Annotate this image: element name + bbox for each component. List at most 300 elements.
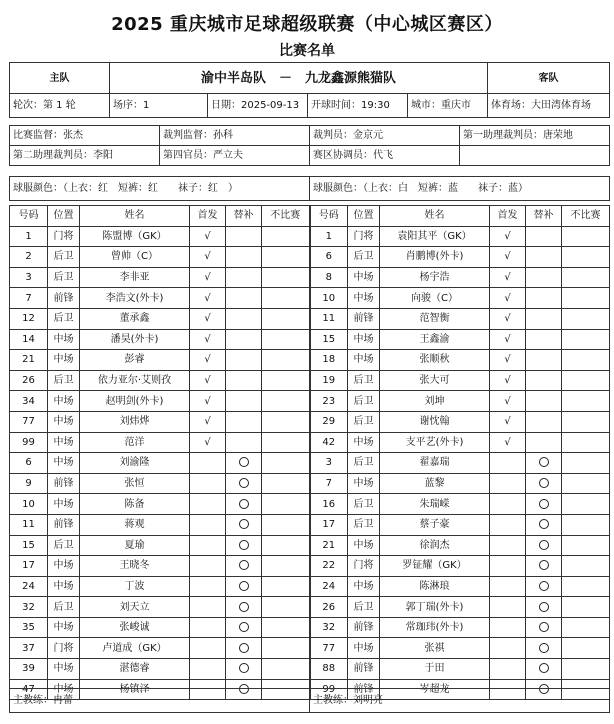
- player-position: 前锋: [348, 659, 380, 680]
- player-number: 1: [10, 226, 48, 247]
- starter-cell: [490, 535, 526, 556]
- not-playing-cell: [562, 556, 610, 577]
- not-playing-cell: [262, 576, 310, 597]
- roster-row: [10, 638, 610, 659]
- starter-check: √: [490, 247, 526, 268]
- not-playing-cell: [562, 453, 610, 474]
- player-name: 刘坤: [380, 391, 490, 412]
- player-name: 陈盟博（GK）: [80, 226, 190, 247]
- player-number: 22: [310, 556, 348, 577]
- player-number: 10: [10, 494, 48, 515]
- match-date: 日期：2025-09-13: [208, 94, 308, 118]
- substitute-circle-icon: [539, 560, 549, 570]
- player-name: 张顺秋: [380, 350, 490, 371]
- player-position: 后卫: [48, 267, 80, 288]
- home-label: 主队: [10, 63, 110, 94]
- substitute-cell: [526, 576, 562, 597]
- player-name: 于田: [380, 659, 490, 680]
- officials-table: [9, 125, 610, 166]
- substitute-cell: [526, 514, 562, 535]
- substitute-cell: [226, 659, 262, 680]
- substitute-circle-icon: [239, 602, 249, 612]
- starter-cell: [190, 659, 226, 680]
- substitute-circle-icon: [239, 519, 249, 529]
- not-playing-cell: [562, 617, 610, 638]
- substitute-cell: [526, 617, 562, 638]
- not-playing-cell: [262, 247, 310, 268]
- substitute-cell: [226, 473, 262, 494]
- not-playing-cell: [262, 617, 310, 638]
- player-position: 中场: [48, 679, 80, 700]
- player-name: 王鑫渝: [380, 329, 490, 350]
- player-number: 39: [10, 659, 48, 680]
- roster-row: [10, 556, 610, 577]
- player-name: 肖鹏博(外卡): [380, 247, 490, 268]
- player-position: 中场: [48, 350, 80, 371]
- player-position: 中场: [348, 288, 380, 309]
- starter-check: √: [490, 350, 526, 371]
- player-number: 21: [10, 350, 48, 371]
- player-number: 35: [10, 617, 48, 638]
- substitute-circle-icon: [239, 499, 249, 509]
- substitute-cell: [526, 308, 562, 329]
- player-number: 32: [310, 617, 348, 638]
- player-name: 杨宇浩: [380, 267, 490, 288]
- not-playing-cell: [562, 514, 610, 535]
- venue: 体育场：大田湾体育场: [488, 94, 610, 118]
- home-head-coach: 主教练：冉蕾: [10, 689, 310, 713]
- substitute-cell: [526, 226, 562, 247]
- player-position: 前锋: [348, 679, 380, 700]
- player-name: 蒋观: [80, 514, 190, 535]
- substitute-circle-icon: [239, 560, 249, 570]
- fourth-official: 第四官员：严立夫: [160, 146, 310, 166]
- substitute-cell: [226, 432, 262, 453]
- page-title: 2025 重庆城市足球超级联赛（中心城区赛区）: [111, 14, 503, 35]
- assistant-referee-2: 第二助理裁判员：李阳: [10, 146, 160, 166]
- starter-check: √: [190, 350, 226, 371]
- player-number: 15: [310, 329, 348, 350]
- starter-cell: [490, 473, 526, 494]
- not-playing-cell: [262, 514, 310, 535]
- substitute-circle-icon: [539, 519, 549, 529]
- player-number: 7: [310, 473, 348, 494]
- player-name: 彭睿: [80, 350, 190, 371]
- player-number: 9: [10, 473, 48, 494]
- roster-table: [9, 205, 610, 700]
- player-name: 袁阳其平（GK）: [380, 226, 490, 247]
- player-name: 谢忱翰: [380, 411, 490, 432]
- substitute-cell: [226, 453, 262, 474]
- player-name: 张大可: [380, 370, 490, 391]
- not-playing-cell: [562, 597, 610, 618]
- starter-check: √: [490, 432, 526, 453]
- substitute-cell: [526, 411, 562, 432]
- substitute-circle-icon: [239, 663, 249, 673]
- away-head-coach: 主教练：刘明亮: [310, 689, 610, 713]
- substitute-cell: [526, 432, 562, 453]
- not-playing-cell: [562, 432, 610, 453]
- not-playing-cell: [262, 370, 310, 391]
- substitute-circle-icon: [539, 457, 549, 467]
- player-name: 支平艺(外卡): [380, 432, 490, 453]
- not-playing-cell: [562, 659, 610, 680]
- player-number: 99: [10, 432, 48, 453]
- player-name: 卢道成（GK）: [80, 638, 190, 659]
- roster-row: [10, 453, 610, 474]
- not-playing-cell: [262, 556, 310, 577]
- not-playing-cell: [562, 308, 610, 329]
- substitute-cell: [226, 329, 262, 350]
- player-name: 赵明剑(外卡): [80, 391, 190, 412]
- substitute-cell: [226, 514, 262, 535]
- substitute-cell: [226, 267, 262, 288]
- player-number: 10: [310, 288, 348, 309]
- player-number: 21: [310, 535, 348, 556]
- player-name: 李非亚: [80, 267, 190, 288]
- player-position: 中场: [348, 638, 380, 659]
- substitute-cell: [526, 597, 562, 618]
- roster-row: [10, 329, 610, 350]
- substitute-circle-icon: [239, 478, 249, 488]
- player-number: 24: [310, 576, 348, 597]
- starter-check: √: [490, 267, 526, 288]
- col-number-away: 号码: [310, 206, 348, 227]
- substitute-cell: [226, 247, 262, 268]
- player-name: 陈备: [80, 494, 190, 515]
- player-name: 张峻诚: [80, 617, 190, 638]
- match-supervisor: 比赛监督：张杰: [10, 126, 160, 146]
- roster-row: [10, 350, 610, 371]
- assistant-referee-1: 第一助理裁判员：唐荣地: [460, 126, 610, 146]
- roster-row: [10, 597, 610, 618]
- player-number: 7: [10, 288, 48, 309]
- player-number: 3: [310, 453, 348, 474]
- player-position: 中场: [348, 267, 380, 288]
- player-position: 中场: [348, 576, 380, 597]
- away-kit-colors: 球服颜色：（上衣：白 短裤：蓝 袜子：蓝）: [310, 177, 610, 201]
- starter-check: √: [190, 432, 226, 453]
- starter-cell: [190, 576, 226, 597]
- starter-check: √: [490, 288, 526, 309]
- not-playing-cell: [262, 659, 310, 680]
- roster-row: [10, 473, 610, 494]
- starter-check: √: [490, 370, 526, 391]
- player-name: 罗钲耀（GK）: [380, 556, 490, 577]
- player-number: 23: [310, 391, 348, 412]
- starter-cell: [190, 638, 226, 659]
- substitute-cell: [226, 535, 262, 556]
- col-starter-away: 首发: [490, 206, 526, 227]
- player-name: 蓝黎: [380, 473, 490, 494]
- player-position: 中场: [48, 494, 80, 515]
- roster-row: [10, 411, 610, 432]
- player-number: 18: [310, 350, 348, 371]
- substitute-cell: [226, 576, 262, 597]
- roster-row: [10, 288, 610, 309]
- city: 城市：重庆市: [408, 94, 488, 118]
- col-dnp-home: 不比赛: [262, 206, 310, 227]
- player-name: 翟嘉瑞: [380, 453, 490, 474]
- player-name: 刘渝隆: [80, 453, 190, 474]
- roster-row: [10, 432, 610, 453]
- roster-row: [10, 617, 610, 638]
- player-number: 34: [10, 391, 48, 412]
- starter-cell: [190, 535, 226, 556]
- not-playing-cell: [262, 597, 310, 618]
- substitute-cell: [526, 329, 562, 350]
- player-name: 曾帅（C）: [80, 247, 190, 268]
- substitute-circle-icon: [539, 602, 549, 612]
- not-playing-cell: [562, 638, 610, 659]
- player-position: 前锋: [348, 308, 380, 329]
- not-playing-cell: [562, 350, 610, 371]
- player-position: 前锋: [48, 514, 80, 535]
- substitute-cell: [526, 659, 562, 680]
- starter-cell: [190, 453, 226, 474]
- starter-check: √: [190, 411, 226, 432]
- substitute-cell: [526, 267, 562, 288]
- match-number: 场序：1: [110, 94, 208, 118]
- player-number: 3: [10, 267, 48, 288]
- player-position: 前锋: [48, 473, 80, 494]
- player-name: 徐润杰: [380, 535, 490, 556]
- substitute-cell: [526, 391, 562, 412]
- substitute-cell: [226, 494, 262, 515]
- substitute-cell: [226, 350, 262, 371]
- match-header-table: [9, 62, 610, 118]
- substitute-cell: [226, 370, 262, 391]
- player-number: 11: [310, 308, 348, 329]
- roster-row: [10, 391, 610, 412]
- roster-row: [10, 494, 610, 515]
- referee: 裁判员：金京元: [310, 126, 460, 146]
- home-kit-colors: 球服颜色：（上衣：红 短裤：红 袜子：红 ）: [10, 177, 310, 201]
- substitute-circle-icon: [539, 478, 549, 488]
- player-position: 后卫: [348, 247, 380, 268]
- player-name: 依力亚尔·艾则孜: [80, 370, 190, 391]
- col-position-away: 位置: [348, 206, 380, 227]
- substitute-circle-icon: [539, 643, 549, 653]
- referee-supervisor: 裁判监督：孙科: [160, 126, 310, 146]
- player-number: 6: [310, 247, 348, 268]
- not-playing-cell: [262, 432, 310, 453]
- venue-coordinator: 赛区协调员：代飞: [310, 146, 460, 166]
- player-name: 王晓冬: [80, 556, 190, 577]
- substitute-cell: [226, 288, 262, 309]
- kit-colors-table: [9, 176, 610, 201]
- player-position: 中场: [48, 411, 80, 432]
- not-playing-cell: [562, 576, 610, 597]
- substitute-cell: [526, 494, 562, 515]
- kickoff-time: 开球时间：19:30: [308, 94, 408, 118]
- player-position: 后卫: [348, 391, 380, 412]
- substitute-cell: [526, 453, 562, 474]
- not-playing-cell: [262, 535, 310, 556]
- roster-row: [10, 247, 610, 268]
- player-name: 杨镇泽: [80, 679, 190, 700]
- roster-row: [10, 535, 610, 556]
- not-playing-cell: [562, 411, 610, 432]
- player-number: 6: [10, 453, 48, 474]
- player-position: 中场: [48, 576, 80, 597]
- starter-cell: [190, 556, 226, 577]
- player-name: 常珈玮(外卡): [380, 617, 490, 638]
- player-position: 中场: [348, 535, 380, 556]
- starter-cell: [190, 494, 226, 515]
- player-name: 刘炜烨: [80, 411, 190, 432]
- starter-cell: [190, 617, 226, 638]
- player-position: 后卫: [348, 453, 380, 474]
- player-number: 99: [310, 679, 348, 700]
- substitute-cell: [226, 411, 262, 432]
- player-name: 夏瑜: [80, 535, 190, 556]
- player-number: 47: [10, 679, 48, 700]
- player-position: 门将: [48, 638, 80, 659]
- starter-cell: [490, 576, 526, 597]
- col-position-home: 位置: [48, 206, 80, 227]
- starter-check: √: [190, 370, 226, 391]
- player-number: 16: [310, 494, 348, 515]
- substitute-cell: [526, 638, 562, 659]
- starter-check: √: [490, 329, 526, 350]
- player-position: 后卫: [48, 535, 80, 556]
- player-position: 前锋: [48, 288, 80, 309]
- player-number: 77: [310, 638, 348, 659]
- starter-check: √: [190, 391, 226, 412]
- player-position: 后卫: [348, 597, 380, 618]
- col-sub-home: 替补: [226, 206, 262, 227]
- substitute-cell: [226, 226, 262, 247]
- starter-cell: [490, 597, 526, 618]
- starter-cell: [490, 494, 526, 515]
- col-dnp-away: 不比赛: [562, 206, 610, 227]
- substitute-circle-icon: [539, 622, 549, 632]
- player-number: 24: [10, 576, 48, 597]
- not-playing-cell: [562, 247, 610, 268]
- substitute-circle-icon: [539, 581, 549, 591]
- not-playing-cell: [262, 226, 310, 247]
- away-label: 客队: [488, 63, 610, 94]
- substitute-circle-icon: [239, 643, 249, 653]
- player-name: 湛德睿: [80, 659, 190, 680]
- starter-cell: [190, 473, 226, 494]
- substitute-circle-icon: [539, 663, 549, 673]
- player-position: 中场: [48, 659, 80, 680]
- player-position: 后卫: [348, 370, 380, 391]
- coaches-table: [9, 688, 610, 713]
- starter-check: √: [190, 267, 226, 288]
- not-playing-cell: [562, 391, 610, 412]
- substitute-circle-icon: [239, 457, 249, 467]
- substitute-cell: [226, 597, 262, 618]
- substitute-cell: [226, 617, 262, 638]
- player-number: 26: [310, 597, 348, 618]
- player-position: 门将: [48, 226, 80, 247]
- player-position: 中场: [48, 329, 80, 350]
- substitute-circle-icon: [539, 499, 549, 509]
- substitute-circle-icon: [239, 581, 249, 591]
- starter-cell: [190, 514, 226, 535]
- player-position: 中场: [348, 329, 380, 350]
- starter-check: √: [490, 308, 526, 329]
- not-playing-cell: [562, 329, 610, 350]
- not-playing-cell: [262, 329, 310, 350]
- player-number: 17: [10, 556, 48, 577]
- roster-row: [10, 576, 610, 597]
- not-playing-cell: [262, 288, 310, 309]
- substitute-cell: [526, 535, 562, 556]
- player-name: 丁波: [80, 576, 190, 597]
- substitute-cell: [226, 638, 262, 659]
- not-playing-cell: [262, 638, 310, 659]
- col-name-away: 姓名: [380, 206, 490, 227]
- substitute-cell: [526, 370, 562, 391]
- starter-check: √: [190, 308, 226, 329]
- substitute-circle-icon: [239, 622, 249, 632]
- player-position: 中场: [48, 453, 80, 474]
- player-position: 后卫: [348, 514, 380, 535]
- not-playing-cell: [262, 391, 310, 412]
- starter-check: √: [490, 226, 526, 247]
- player-name: 范洋: [80, 432, 190, 453]
- player-name: 向骏（C）: [380, 288, 490, 309]
- player-position: 中场: [48, 556, 80, 577]
- player-position: 后卫: [48, 247, 80, 268]
- starter-cell: [190, 597, 226, 618]
- player-number: 42: [310, 432, 348, 453]
- substitute-cell: [526, 473, 562, 494]
- player-name: 董承鑫: [80, 308, 190, 329]
- player-number: 17: [310, 514, 348, 535]
- not-playing-cell: [562, 535, 610, 556]
- not-playing-cell: [562, 226, 610, 247]
- not-playing-cell: [262, 411, 310, 432]
- player-number: 2: [10, 247, 48, 268]
- substitute-cell: [226, 308, 262, 329]
- player-number: 11: [10, 514, 48, 535]
- player-number: 29: [310, 411, 348, 432]
- roster-header-row: [10, 206, 610, 227]
- col-number-home: 号码: [10, 206, 48, 227]
- player-position: 中场: [348, 473, 380, 494]
- roster-row: [10, 659, 610, 680]
- player-number: 15: [10, 535, 48, 556]
- round-info: 轮次：第 1 轮: [10, 94, 110, 118]
- player-name: 潘昊(外卡): [80, 329, 190, 350]
- not-playing-cell: [262, 473, 310, 494]
- player-position: 后卫: [48, 370, 80, 391]
- starter-cell: [490, 617, 526, 638]
- player-number: 14: [10, 329, 48, 350]
- not-playing-cell: [562, 288, 610, 309]
- not-playing-cell: [562, 370, 610, 391]
- player-number: 8: [310, 267, 348, 288]
- player-number: 77: [10, 411, 48, 432]
- player-position: 中场: [48, 617, 80, 638]
- roster-row: [10, 267, 610, 288]
- player-number: 88: [310, 659, 348, 680]
- player-name: 刘天立: [80, 597, 190, 618]
- substitute-cell: [526, 350, 562, 371]
- player-number: 1: [310, 226, 348, 247]
- player-name: 岑超龙: [380, 679, 490, 700]
- player-number: 26: [10, 370, 48, 391]
- page-subtitle: 比赛名单: [279, 43, 335, 59]
- player-name: 郭丁瑞(外卡): [380, 597, 490, 618]
- starter-cell: [490, 638, 526, 659]
- player-position: 后卫: [48, 308, 80, 329]
